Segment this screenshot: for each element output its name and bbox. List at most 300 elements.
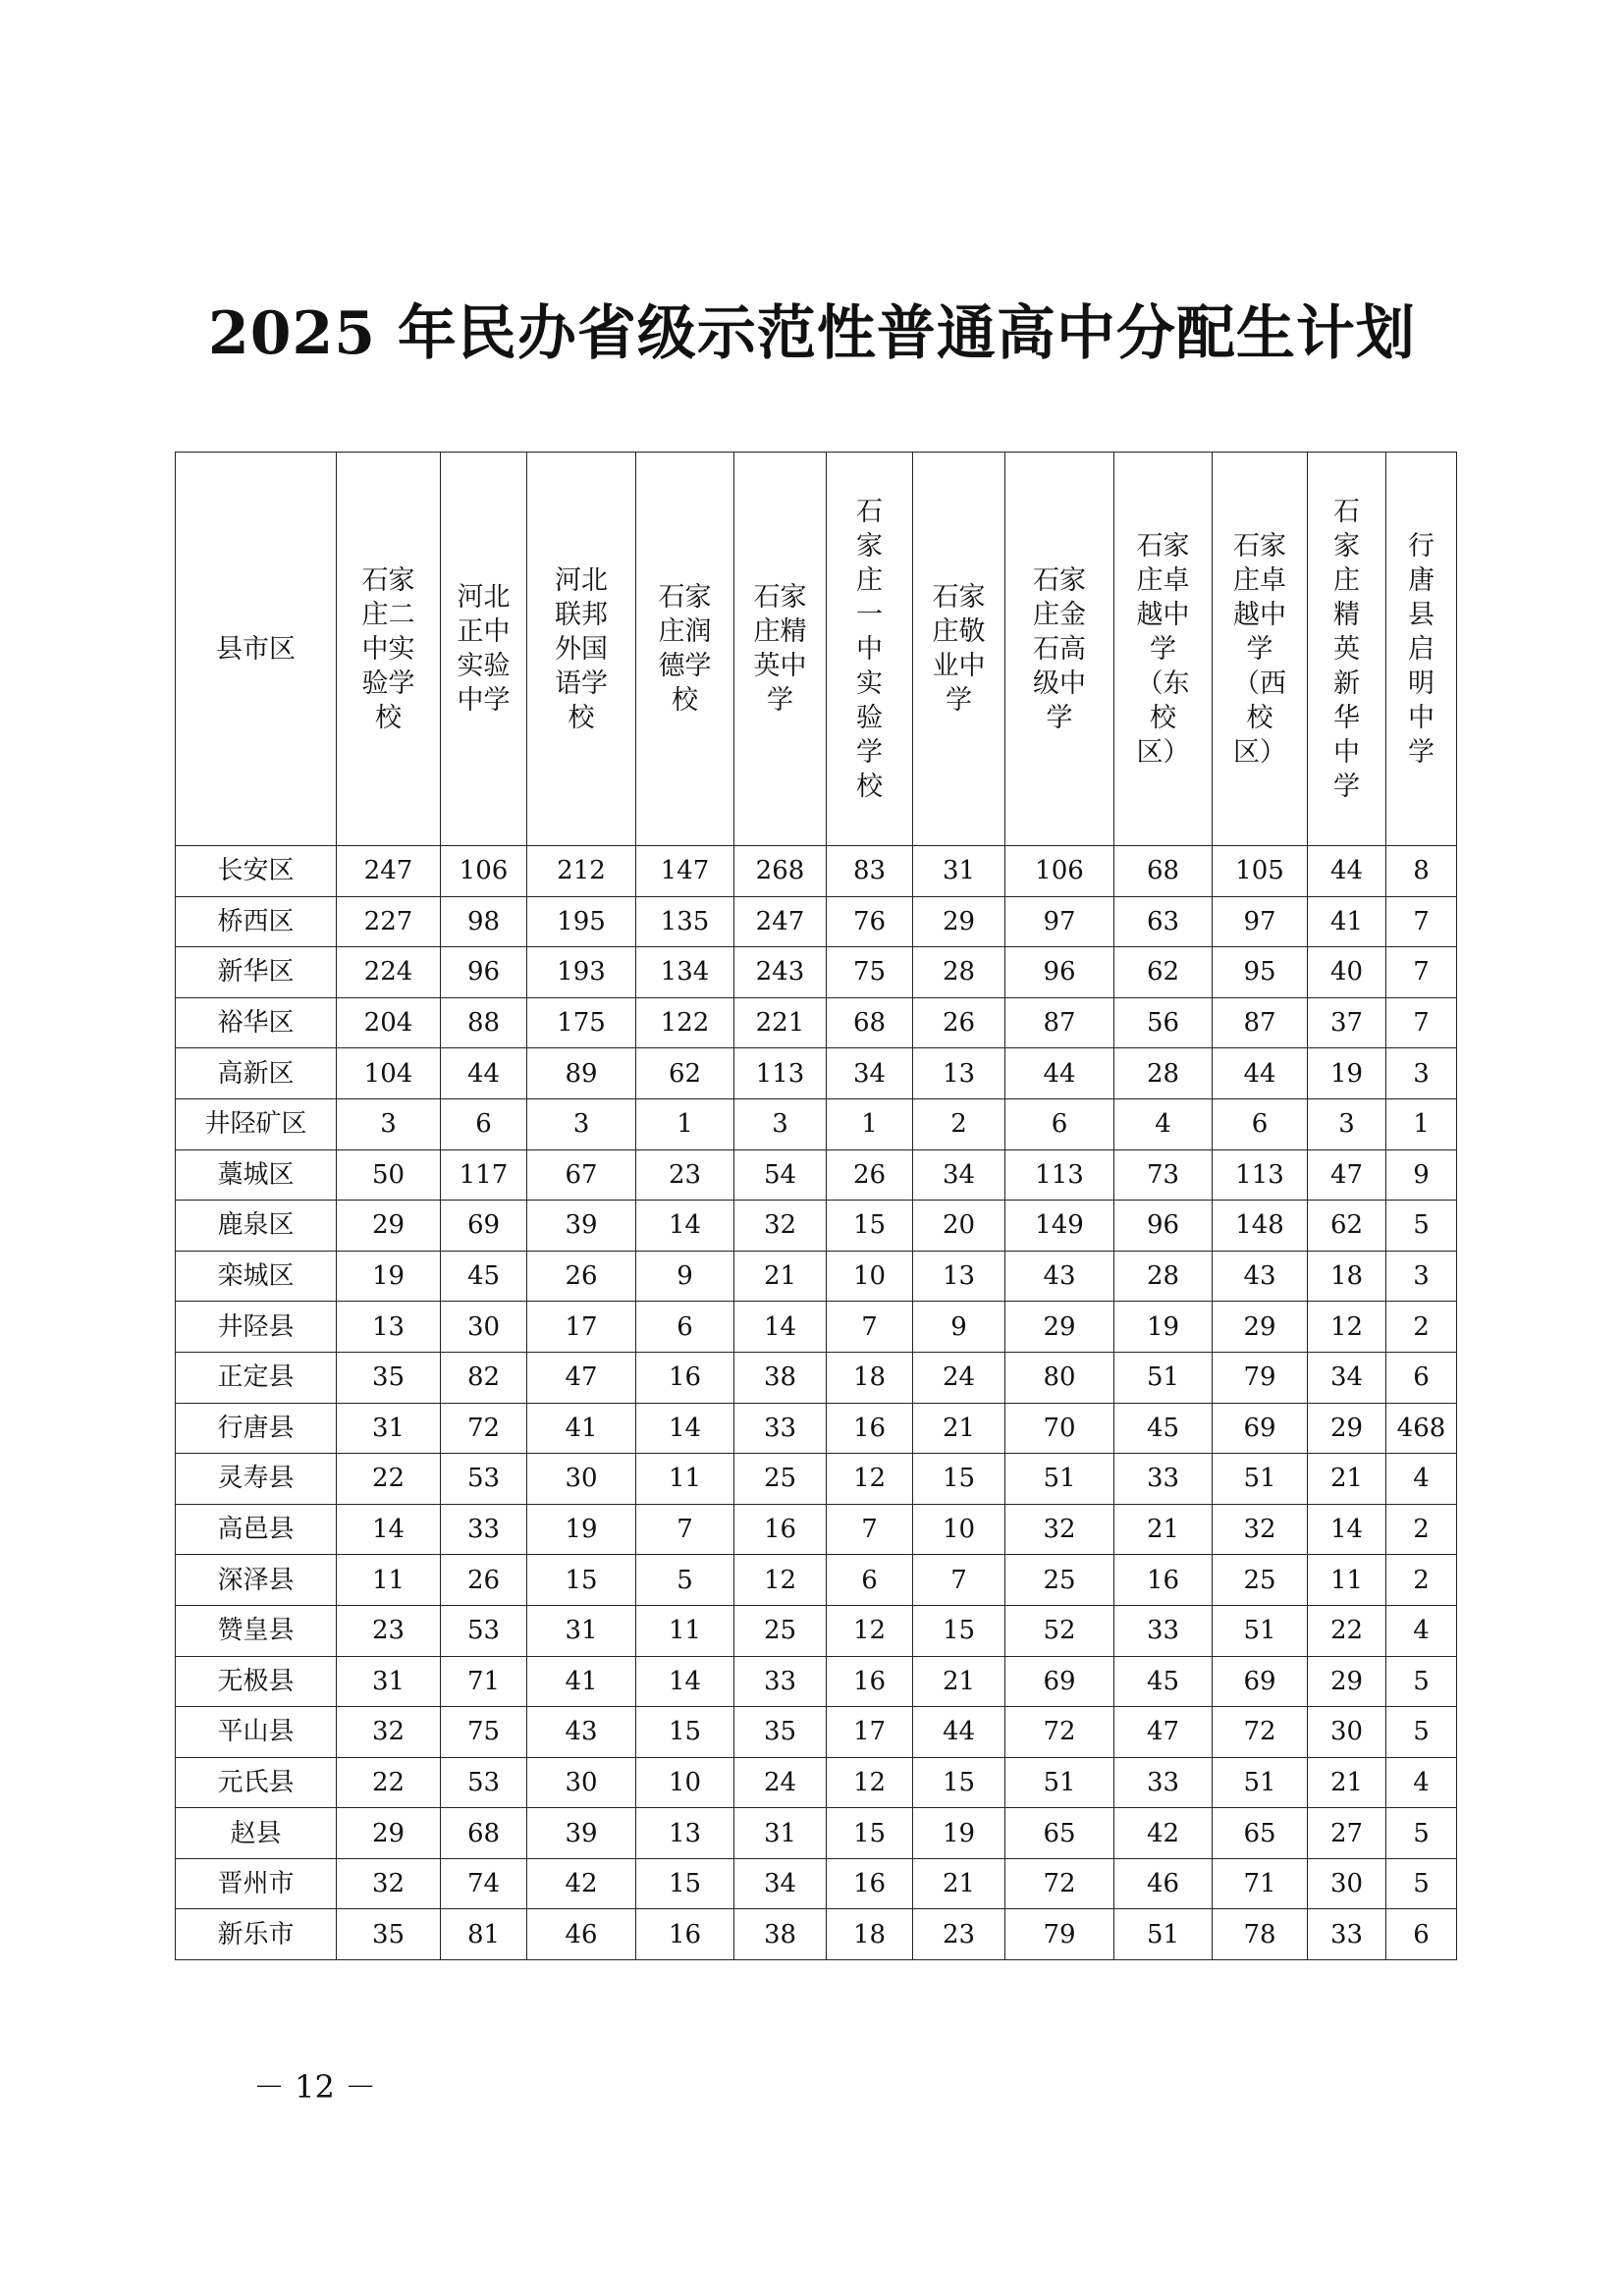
- quota-cell: 3: [1386, 1048, 1457, 1099]
- quota-cell: 47: [1308, 1149, 1386, 1201]
- quota-cell: 113: [734, 1048, 827, 1099]
- quota-cell: 10: [827, 1251, 913, 1302]
- quota-cell: 69: [1005, 1656, 1114, 1707]
- quota-cell: 44: [441, 1048, 527, 1099]
- quota-cell: 42: [1114, 1808, 1213, 1859]
- quota-cell: 78: [1213, 1909, 1308, 1960]
- quota-cell: 33: [1308, 1909, 1386, 1960]
- quota-cell: 468: [1386, 1403, 1457, 1454]
- quota-cell: 6: [1213, 1098, 1308, 1149]
- quota-cell: 98: [441, 896, 527, 947]
- quota-cell: 17: [827, 1707, 913, 1758]
- quota-cell: 11: [1308, 1555, 1386, 1606]
- quota-cell: 33: [734, 1403, 827, 1454]
- column-header-label: 石家庄敬业中学: [932, 582, 986, 716]
- quota-cell: 67: [527, 1149, 636, 1201]
- table-row: [176, 1251, 1457, 1302]
- quota-cell: 6: [1005, 1098, 1114, 1149]
- region-cell: 高新区: [176, 1048, 337, 1099]
- quota-cell: 82: [441, 1352, 527, 1403]
- quota-cell: 16: [1114, 1555, 1213, 1606]
- quota-cell: 12: [734, 1555, 827, 1606]
- page-number: － 12 －: [253, 2068, 377, 2106]
- table-row: [176, 1454, 1457, 1505]
- quota-cell: 69: [1213, 1656, 1308, 1707]
- column-header: [441, 453, 527, 846]
- quota-cell: 46: [1114, 1858, 1213, 1909]
- quota-cell: 7: [1386, 896, 1457, 947]
- quota-cell: 113: [1213, 1149, 1308, 1201]
- quota-cell: 43: [527, 1707, 636, 1758]
- region-cell: 栾城区: [176, 1251, 337, 1302]
- column-header-label: 石家庄卓越中学（东校区）: [1136, 530, 1190, 768]
- quota-cell: 45: [1114, 1403, 1213, 1454]
- quota-cell: 68: [441, 1808, 527, 1859]
- quota-cell: 53: [441, 1757, 527, 1808]
- quota-cell: 25: [734, 1605, 827, 1656]
- quota-cell: 193: [527, 947, 636, 998]
- quota-cell: 18: [827, 1352, 913, 1403]
- region-cell: 井陉矿区: [176, 1098, 337, 1149]
- quota-cell: 117: [441, 1149, 527, 1201]
- quota-cell: 4: [1114, 1098, 1213, 1149]
- quota-cell: 11: [337, 1555, 441, 1606]
- column-header-label: 石家庄润德学校: [658, 582, 712, 716]
- quota-cell: 204: [337, 997, 441, 1048]
- quota-cell: 19: [1308, 1048, 1386, 1099]
- quota-cell: 30: [1308, 1707, 1386, 1758]
- quota-cell: 6: [1386, 1909, 1457, 1960]
- column-header-label: 石家庄精英中学: [753, 582, 807, 716]
- quota-cell: 14: [636, 1656, 734, 1707]
- quota-cell: 6: [441, 1098, 527, 1149]
- quota-cell: 31: [337, 1656, 441, 1707]
- quota-cell: 6: [827, 1555, 913, 1606]
- quota-cell: 1: [827, 1098, 913, 1149]
- column-header: [1114, 453, 1213, 846]
- quota-cell: 89: [527, 1048, 636, 1099]
- quota-cell: 30: [527, 1454, 636, 1505]
- quota-cell: 113: [1005, 1149, 1114, 1201]
- quota-cell: 16: [636, 1352, 734, 1403]
- region-cell: 井陉县: [176, 1302, 337, 1353]
- table-row: [176, 846, 1457, 897]
- quota-cell: 224: [337, 947, 441, 998]
- table-row: [176, 1352, 1457, 1403]
- column-header: [1213, 453, 1308, 846]
- quota-cell: 175: [527, 997, 636, 1048]
- quota-cell: 81: [441, 1909, 527, 1960]
- quota-cell: 13: [337, 1302, 441, 1353]
- quota-cell: 104: [337, 1048, 441, 1099]
- quota-cell: 25: [1213, 1555, 1308, 1606]
- quota-cell: 51: [1213, 1757, 1308, 1808]
- quota-cell: 15: [636, 1707, 734, 1758]
- quota-cell: 1: [636, 1098, 734, 1149]
- quota-cell: 13: [636, 1808, 734, 1859]
- region-cell: 新乐市: [176, 1909, 337, 1960]
- quota-cell: 3: [1308, 1098, 1386, 1149]
- quota-cell: 44: [1213, 1048, 1308, 1099]
- quota-cell: 38: [734, 1909, 827, 1960]
- column-header-label: 石家庄卓越中学（西校区）: [1233, 530, 1286, 768]
- quota-cell: 34: [734, 1858, 827, 1909]
- quota-cell: 65: [1005, 1808, 1114, 1859]
- quota-cell: 72: [1213, 1707, 1308, 1758]
- quota-cell: 41: [1308, 896, 1386, 947]
- table-row: [176, 1201, 1457, 1252]
- column-header: [527, 453, 636, 846]
- quota-cell: 19: [527, 1504, 636, 1555]
- quota-cell: 23: [337, 1605, 441, 1656]
- quota-cell: 87: [1005, 997, 1114, 1048]
- quota-cell: 34: [827, 1048, 913, 1099]
- quota-cell: 5: [1386, 1201, 1457, 1252]
- quota-cell: 5: [1386, 1858, 1457, 1909]
- quota-cell: 10: [913, 1504, 1005, 1555]
- quota-cell: 8: [1386, 846, 1457, 897]
- quota-cell: 39: [527, 1201, 636, 1252]
- quota-cell: 37: [1308, 997, 1386, 1048]
- quota-cell: 63: [1114, 896, 1213, 947]
- quota-cell: 12: [1308, 1302, 1386, 1353]
- quota-cell: 11: [636, 1605, 734, 1656]
- region-cell: 藁城区: [176, 1149, 337, 1201]
- quota-cell: 51: [1213, 1605, 1308, 1656]
- quota-cell: 43: [1005, 1251, 1114, 1302]
- quota-cell: 12: [827, 1605, 913, 1656]
- quota-cell: 62: [1114, 947, 1213, 998]
- column-header: [1005, 453, 1114, 846]
- column-header: [734, 453, 827, 846]
- table-row: [176, 1707, 1457, 1758]
- quota-cell: 247: [734, 896, 827, 947]
- table-row: [176, 1656, 1457, 1707]
- quota-cell: 21: [1308, 1454, 1386, 1505]
- region-cell: 鹿泉区: [176, 1201, 337, 1252]
- quota-cell: 28: [1114, 1048, 1213, 1099]
- quota-cell: 22: [337, 1757, 441, 1808]
- quota-cell: 23: [913, 1909, 1005, 1960]
- column-header: [913, 453, 1005, 846]
- quota-cell: 147: [636, 846, 734, 897]
- quota-cell: 3: [1386, 1251, 1457, 1302]
- quota-cell: 148: [1213, 1201, 1308, 1252]
- quota-cell: 79: [1213, 1352, 1308, 1403]
- quota-cell: 5: [1386, 1808, 1457, 1859]
- quota-cell: 52: [1005, 1605, 1114, 1656]
- quota-cell: 14: [636, 1201, 734, 1252]
- quota-cell: 18: [827, 1909, 913, 1960]
- quota-cell: 41: [527, 1656, 636, 1707]
- table-row: [176, 1555, 1457, 1606]
- quota-cell: 44: [913, 1707, 1005, 1758]
- quota-cell: 15: [913, 1605, 1005, 1656]
- quota-cell: 29: [913, 896, 1005, 947]
- table-row: [176, 1098, 1457, 1149]
- quota-cell: 7: [1386, 997, 1457, 1048]
- quota-cell: 73: [1114, 1149, 1213, 1201]
- region-cell: 桥西区: [176, 896, 337, 947]
- table-row: [176, 1048, 1457, 1099]
- table-row: [176, 1605, 1457, 1656]
- quota-cell: 70: [1005, 1403, 1114, 1454]
- table-header-row: [176, 453, 1457, 846]
- quota-cell: 122: [636, 997, 734, 1048]
- quota-cell: 7: [636, 1504, 734, 1555]
- quota-cell: 79: [1005, 1909, 1114, 1960]
- quota-cell: 14: [734, 1302, 827, 1353]
- quota-cell: 32: [734, 1201, 827, 1252]
- quota-cell: 14: [636, 1403, 734, 1454]
- quota-cell: 26: [527, 1251, 636, 1302]
- quota-cell: 65: [1213, 1808, 1308, 1859]
- quota-cell: 62: [1308, 1201, 1386, 1252]
- quota-cell: 80: [1005, 1352, 1114, 1403]
- quota-cell: 2: [913, 1098, 1005, 1149]
- quota-cell: 227: [337, 896, 441, 947]
- quota-cell: 96: [1005, 947, 1114, 998]
- quota-cell: 87: [1213, 997, 1308, 1048]
- quota-cell: 1: [1386, 1098, 1457, 1149]
- column-header: [827, 453, 913, 846]
- quota-cell: 14: [1308, 1504, 1386, 1555]
- table-row: [176, 896, 1457, 947]
- quota-cell: 35: [734, 1707, 827, 1758]
- quota-cell: 2: [1386, 1555, 1457, 1606]
- quota-cell: 6: [636, 1302, 734, 1353]
- quota-cell: 47: [527, 1352, 636, 1403]
- quota-cell: 44: [1005, 1048, 1114, 1099]
- quota-cell: 21: [1308, 1757, 1386, 1808]
- quota-cell: 35: [337, 1352, 441, 1403]
- quota-cell: 3: [527, 1098, 636, 1149]
- table-row: [176, 947, 1457, 998]
- quota-cell: 106: [441, 846, 527, 897]
- quota-cell: 16: [734, 1504, 827, 1555]
- quota-cell: 28: [913, 947, 1005, 998]
- column-header-label: 石家庄金石高级中学: [1033, 564, 1086, 733]
- quota-cell: 30: [527, 1757, 636, 1808]
- quota-cell: 21: [913, 1858, 1005, 1909]
- quota-cell: 27: [1308, 1808, 1386, 1859]
- quota-cell: 32: [1005, 1504, 1114, 1555]
- quota-cell: 106: [1005, 846, 1114, 897]
- quota-cell: 72: [441, 1403, 527, 1454]
- quota-cell: 29: [337, 1808, 441, 1859]
- quota-cell: 35: [337, 1909, 441, 1960]
- quota-cell: 195: [527, 896, 636, 947]
- quota-cell: 43: [1213, 1251, 1308, 1302]
- quota-cell: 33: [1114, 1454, 1213, 1505]
- quota-cell: 29: [1308, 1656, 1386, 1707]
- quota-cell: 76: [827, 896, 913, 947]
- quota-cell: 15: [636, 1858, 734, 1909]
- quota-cell: 56: [1114, 997, 1213, 1048]
- quota-cell: 4: [1386, 1757, 1457, 1808]
- quota-cell: 30: [1308, 1858, 1386, 1909]
- region-cell: 高邑县: [176, 1504, 337, 1555]
- quota-cell: 45: [441, 1251, 527, 1302]
- quota-cell: 29: [1308, 1403, 1386, 1454]
- quota-cell: 12: [827, 1454, 913, 1505]
- quota-cell: 50: [337, 1149, 441, 1201]
- quota-cell: 16: [827, 1656, 913, 1707]
- quota-cell: 88: [441, 997, 527, 1048]
- quota-cell: 2: [1386, 1504, 1457, 1555]
- region-cell: 元氏县: [176, 1757, 337, 1808]
- quota-cell: 72: [1005, 1858, 1114, 1909]
- quota-cell: 96: [1114, 1201, 1213, 1252]
- quota-cell: 83: [827, 846, 913, 897]
- column-header-label: 河北联邦外国语学校: [555, 564, 608, 733]
- table-row: [176, 1504, 1457, 1555]
- quota-cell: 45: [1114, 1656, 1213, 1707]
- quota-cell: 40: [1308, 947, 1386, 998]
- quota-cell: 33: [1114, 1605, 1213, 1656]
- quota-cell: 24: [913, 1352, 1005, 1403]
- quota-cell: 10: [636, 1757, 734, 1808]
- quota-cell: 6: [1386, 1352, 1457, 1403]
- quota-cell: 31: [527, 1605, 636, 1656]
- table-row: [176, 1302, 1457, 1353]
- quota-cell: 7: [913, 1555, 1005, 1606]
- column-header-region: [176, 453, 337, 846]
- quota-cell: 21: [1114, 1504, 1213, 1555]
- quota-cell: 31: [337, 1403, 441, 1454]
- quota-cell: 9: [636, 1251, 734, 1302]
- quota-cell: 16: [636, 1909, 734, 1960]
- quota-cell: 268: [734, 846, 827, 897]
- quota-cell: 19: [913, 1808, 1005, 1859]
- region-cell: 赵县: [176, 1808, 337, 1859]
- allocation-plan-table: [175, 452, 1457, 1960]
- quota-cell: 17: [527, 1302, 636, 1353]
- quota-cell: 51: [1213, 1454, 1308, 1505]
- table-row: [176, 997, 1457, 1048]
- column-header-label: 县市区: [216, 633, 296, 665]
- quota-cell: 33: [441, 1504, 527, 1555]
- quota-cell: 3: [337, 1098, 441, 1149]
- quota-cell: 7: [1386, 947, 1457, 998]
- quota-cell: 19: [337, 1251, 441, 1302]
- quota-cell: 25: [734, 1454, 827, 1505]
- quota-cell: 247: [337, 846, 441, 897]
- quota-cell: 13: [913, 1251, 1005, 1302]
- page-title: 2025 年民办省级示范性普通高中分配生计划: [208, 299, 1416, 368]
- quota-cell: 41: [527, 1403, 636, 1454]
- quota-cell: 29: [1213, 1302, 1308, 1353]
- quota-cell: 5: [1386, 1707, 1457, 1758]
- table-row: [176, 1808, 1457, 1859]
- quota-cell: 24: [734, 1757, 827, 1808]
- quota-cell: 134: [636, 947, 734, 998]
- column-header: [1308, 453, 1386, 846]
- column-header: [636, 453, 734, 846]
- quota-cell: 21: [913, 1403, 1005, 1454]
- quota-cell: 15: [913, 1454, 1005, 1505]
- quota-cell: 22: [1308, 1605, 1386, 1656]
- quota-cell: 44: [1308, 846, 1386, 897]
- region-cell: 深泽县: [176, 1555, 337, 1606]
- quota-cell: 51: [1005, 1757, 1114, 1808]
- quota-cell: 34: [913, 1149, 1005, 1201]
- quota-cell: 97: [1005, 896, 1114, 947]
- quota-cell: 68: [827, 997, 913, 1048]
- quota-cell: 15: [527, 1555, 636, 1606]
- quota-cell: 62: [636, 1048, 734, 1099]
- region-cell: 新华区: [176, 947, 337, 998]
- quota-cell: 21: [913, 1656, 1005, 1707]
- quota-cell: 33: [734, 1656, 827, 1707]
- quota-cell: 135: [636, 896, 734, 947]
- region-cell: 灵寿县: [176, 1454, 337, 1505]
- column-header-label: 河北正中实验中学: [457, 582, 511, 716]
- quota-cell: 5: [636, 1555, 734, 1606]
- column-header-label: 石家庄二中实验学校: [361, 564, 415, 733]
- quota-cell: 7: [827, 1302, 913, 1353]
- quota-cell: 29: [337, 1201, 441, 1252]
- quota-cell: 9: [913, 1302, 1005, 1353]
- quota-cell: 51: [1114, 1352, 1213, 1403]
- quota-cell: 32: [337, 1858, 441, 1909]
- quota-cell: 42: [527, 1858, 636, 1909]
- quota-cell: 4: [1386, 1454, 1457, 1505]
- quota-cell: 31: [913, 846, 1005, 897]
- quota-cell: 13: [913, 1048, 1005, 1099]
- quota-cell: 74: [441, 1858, 527, 1909]
- quota-cell: 39: [527, 1808, 636, 1859]
- table-body: [176, 846, 1457, 1960]
- column-header: [337, 453, 441, 846]
- table-row: [176, 1757, 1457, 1808]
- quota-cell: 34: [1308, 1352, 1386, 1403]
- quota-cell: 32: [337, 1707, 441, 1758]
- quota-cell: 26: [827, 1149, 913, 1201]
- quota-cell: 21: [734, 1251, 827, 1302]
- quota-cell: 2: [1386, 1302, 1457, 1353]
- column-header-label: 行唐县启明中学: [1408, 530, 1435, 768]
- quota-cell: 25: [1005, 1555, 1114, 1606]
- quota-cell: 33: [1114, 1757, 1213, 1808]
- quota-cell: 16: [827, 1858, 913, 1909]
- quota-cell: 221: [734, 997, 827, 1048]
- quota-cell: 53: [441, 1605, 527, 1656]
- quota-cell: 7: [827, 1504, 913, 1555]
- quota-cell: 69: [1213, 1403, 1308, 1454]
- region-cell: 晋州市: [176, 1858, 337, 1909]
- quota-cell: 22: [337, 1454, 441, 1505]
- quota-cell: 31: [734, 1808, 827, 1859]
- quota-cell: 26: [441, 1555, 527, 1606]
- quota-cell: 14: [337, 1504, 441, 1555]
- column-header-label: 石家庄一中实验学校: [856, 496, 883, 802]
- region-cell: 平山县: [176, 1707, 337, 1758]
- quota-cell: 5: [1386, 1656, 1457, 1707]
- quota-cell: 51: [1114, 1909, 1213, 1960]
- quota-cell: 29: [1005, 1302, 1114, 1353]
- quota-cell: 15: [827, 1808, 913, 1859]
- table-row: [176, 1909, 1457, 1960]
- quota-cell: 46: [527, 1909, 636, 1960]
- quota-cell: 54: [734, 1149, 827, 1201]
- column-header-label: 石家庄精英新华中学: [1333, 496, 1360, 802]
- quota-cell: 4: [1386, 1605, 1457, 1656]
- quota-cell: 96: [441, 947, 527, 998]
- region-cell: 长安区: [176, 846, 337, 897]
- table-row: [176, 1858, 1457, 1909]
- quota-cell: 71: [1213, 1858, 1308, 1909]
